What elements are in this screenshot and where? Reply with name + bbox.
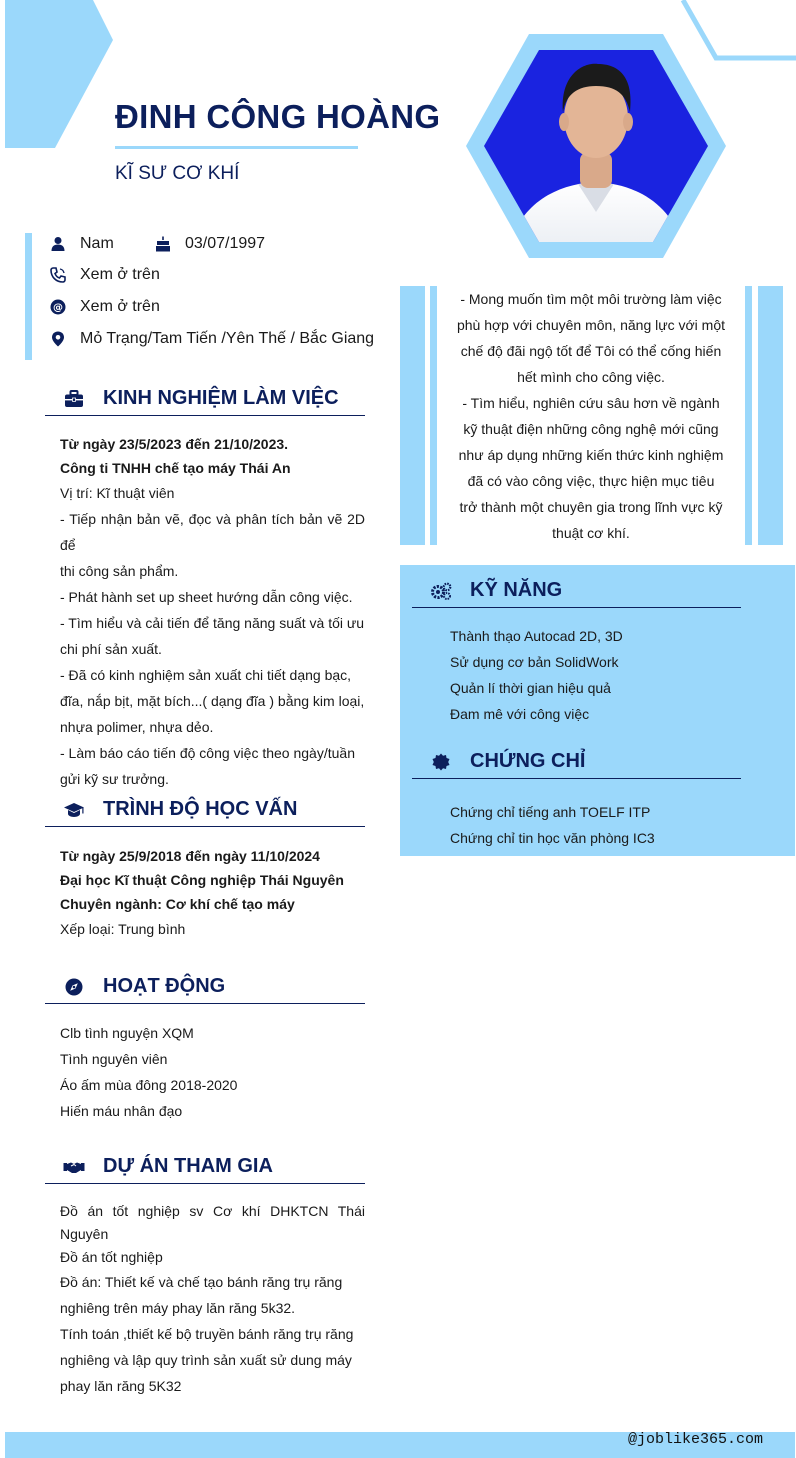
section-activities-title: HOẠT ĐỘNG [103, 975, 226, 997]
experience-line: thi công sản phẩm. [60, 563, 179, 579]
svg-text:@: @ [53, 302, 63, 314]
skill-item: Đam mê với công việc [450, 706, 590, 722]
project-item: Đồ án: Thiết kế và chế tạo bánh răng trụ răng [60, 1274, 343, 1290]
gears-icon [430, 580, 452, 602]
objective-bar-right-wide [758, 286, 783, 545]
activity-item: Clb tình nguyện XQM [60, 1025, 194, 1041]
skills-list [450, 623, 623, 727]
job-title: KĨ SƯ CƠ KHÍ [115, 163, 240, 184]
section-certificates-header [412, 745, 741, 779]
handshake-icon [63, 1156, 85, 1178]
experience-line: - Làm báo cáo tiến độ công việc theo ngày/tuần [60, 745, 355, 761]
section-activities-header [45, 970, 365, 1004]
activity-item: Hiến máu nhân đạo [60, 1103, 183, 1119]
experience-line: - Tiếp nhận bản vẽ, đọc và phân tích bản vẽ 2D để [60, 511, 365, 553]
project-item: nghiêng và lập quy trình sản xuất sử dung máy [60, 1352, 352, 1368]
objective-bar-right-thin [745, 286, 752, 545]
name-underline [115, 146, 358, 149]
skill-item: Sử dụng cơ bản SolidWork [450, 654, 619, 670]
projects-content [60, 1200, 365, 1399]
footer-watermark: @joblike365.com [628, 1431, 764, 1448]
activities-content [60, 1020, 365, 1124]
objective-line: trở thành một chuyên gia trong lĩnh vực kỹ [459, 499, 723, 515]
cake-icon [155, 236, 171, 252]
activity-item: Áo ấm mùa đông 2018-2020 [60, 1077, 238, 1093]
education-content [60, 844, 365, 942]
objective-line: phù hợp với chuyên môn, năng lực với một [456, 317, 726, 333]
objective-bar-left-thin [430, 286, 437, 545]
experience-period: Từ ngày 23/5/2023 đến 21/10/2023. [60, 436, 289, 452]
activity-item: Tình nguyên viên [60, 1051, 168, 1067]
objective-line: đã có vào công việc, thực hiện mục tiêu [467, 473, 715, 489]
section-projects-title: DỰ ÁN THAM GIA [103, 1155, 273, 1177]
contact-birthdate [155, 233, 265, 255]
candidate-name: ĐINH CÔNG HOÀNG [115, 98, 441, 135]
experience-line: chi phí sản xuất. [60, 641, 162, 657]
graduation-cap-icon [63, 799, 85, 821]
user-icon [50, 236, 66, 252]
experience-line: - Đã có kinh nghiệm sản xuất chi tiết dạng bạc, [60, 667, 352, 683]
objective-line: chế độ đãi ngộ tốt để Tôi có thể cống hiến [460, 343, 722, 359]
project-item: Tính toán ,thiết kế bộ truyền bánh răng trụ răng [60, 1326, 354, 1342]
certificates-list [450, 799, 655, 851]
education-school: Đại học Kĩ thuật Công nghiệp Thái Nguyên [60, 872, 344, 888]
experience-line: - Tìm hiểu và cải tiến để tăng năng suất và tối ưu [60, 615, 365, 631]
project-item: Đồ án tốt nghiệp [60, 1249, 163, 1265]
section-projects-header [45, 1150, 365, 1184]
at-icon [50, 299, 66, 315]
profile-photo [466, 34, 726, 258]
contact-address [50, 328, 374, 350]
contact-accent-bar [25, 233, 32, 360]
briefcase-icon [63, 388, 85, 410]
education-grade: Xếp loại: Trung bình [60, 921, 186, 937]
decor-shape-top-left [5, 0, 115, 148]
objective-line: hết mình cho công việc. [517, 369, 665, 385]
education-major: Chuyên ngành: Cơ khí chế tạo máy [60, 896, 295, 912]
section-skills-header [412, 574, 741, 608]
experience-line: Vị trí: Kĩ thuật viên [60, 485, 175, 501]
contact-phone [50, 264, 160, 286]
section-certificates-title: CHỨNG CHỈ [470, 750, 586, 772]
experience-line: gửi kỹ sư trưởng. [60, 771, 169, 787]
experience-line: nhựa polimer, nhựa dẻo. [60, 719, 214, 735]
objective-line: thuật cơ khí. [552, 525, 630, 541]
objective-line: như áp dụng những kiến thức kinh nghiệm [458, 447, 724, 463]
objective-bar-left-wide [400, 286, 425, 545]
contact-gender [50, 233, 114, 255]
section-experience-header [45, 382, 365, 416]
objective-line: - Mong muốn tìm một môi trường làm việc [460, 291, 722, 307]
section-education-header [45, 793, 365, 827]
experience-line: - Phát hành set up sheet hướng dẫn công việc. [60, 589, 353, 605]
certificate-item: Chứng chỉ tiếng anh TOELF ITP [450, 804, 651, 820]
experience-line: đĩa, nắp bịt, mặt bích...( dạng đĩa ) bằng kim loại, [60, 693, 365, 709]
section-experience-title: KINH NGHIỆM LÀM VIỆC [103, 387, 339, 409]
education-period: Từ ngày 25/9/2018 đến ngày 11/10/2024 [60, 848, 320, 864]
experience-content [60, 432, 365, 792]
certificate-icon [430, 751, 452, 773]
map-pin-icon [50, 331, 66, 347]
objective-line: - Tìm hiểu, nghiên cứu sâu hơn về ngành [462, 395, 720, 411]
address-value: Mỏ Trạng/Tam Tiến /Yên Thế / Bắc Giang [80, 330, 375, 347]
project-item: nghiêng trên máy phay lăn răng 5k32. [60, 1300, 296, 1316]
certificate-item: Chứng chỉ tin học văn phòng IC3 [450, 830, 655, 846]
objective-line: kỹ thuật điện những công nghệ mới cũng [463, 421, 719, 437]
section-education-title: TRÌNH ĐỘ HỌC VẤN [103, 798, 298, 820]
project-item: phay lăn răng 5K32 [60, 1378, 182, 1394]
contact-email [50, 296, 160, 318]
email-value: Xem ở trên [80, 298, 160, 315]
gender-value: Nam [80, 235, 114, 252]
section-skills-title: KỸ NĂNG [470, 579, 563, 601]
experience-company: Công ti TNHH chế tạo máy Thái An [60, 460, 291, 476]
phone-icon [50, 267, 66, 283]
career-objective [453, 286, 729, 546]
phone-value: Xem ở trên [80, 266, 160, 283]
project-item: Đồ án tốt nghiệp sv Cơ khí DHKTCN Thái Nguyên [60, 1203, 365, 1242]
compass-icon [63, 976, 85, 998]
birthdate-value: 03/07/1997 [185, 235, 266, 252]
skill-item: Quản lí thời gian hiệu quả [450, 680, 611, 696]
skill-item: Thành thạo Autocad 2D, 3D [450, 628, 623, 644]
